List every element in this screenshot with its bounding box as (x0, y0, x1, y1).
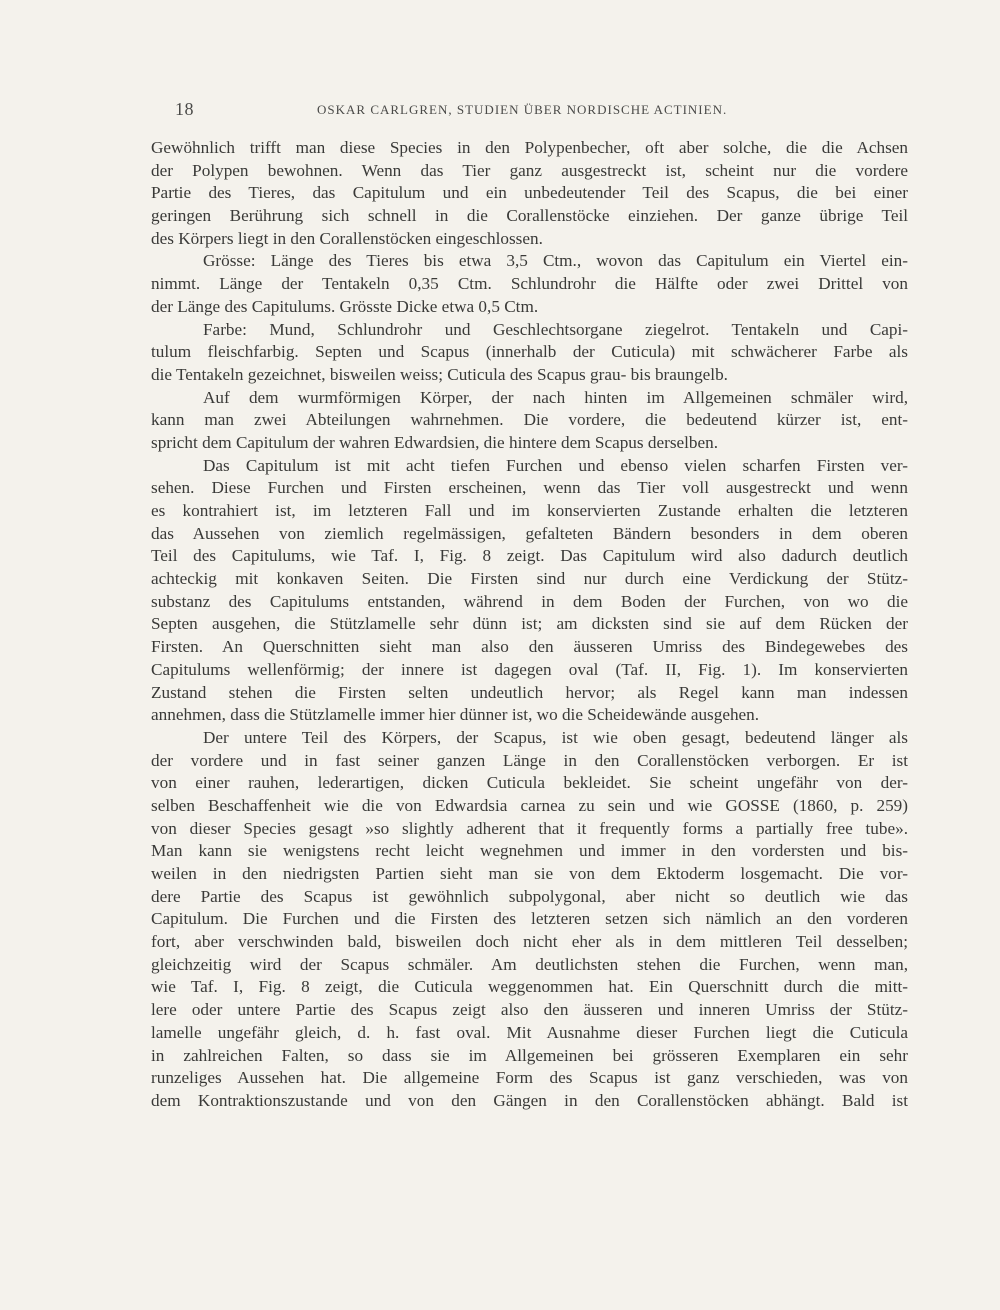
text-line: der Polypen bewohnen. Wenn das Tier ganz ausgestreckt ist, scheint nur die vordere (151, 160, 908, 180)
text-line: dere Partie des Scapus ist gewöhnlich subpolygonal, aber nicht so deutlich wie das (151, 886, 908, 906)
body-text (151, 137, 908, 1113)
running-title: OSKAR CARLGREN, STUDIEN ÜBER NORDISCHE ACTINIEN. (317, 102, 728, 117)
text-line: das Aussehen von ziemlich regelmässigen, gefalteten Bändern besonders in dem oberen (151, 523, 908, 543)
text-line: wie Taf. I, Fig. 8 zeigt, die Cuticula weggenommen hat. Ein Querschnitt durch die mitt- (151, 977, 908, 997)
text-line: Grösse: Länge des Tieres bis etwa 3,5 Ctm., wovon das Capitulum ein Viertel ein- (203, 251, 908, 271)
text-line: Capitulum. Die Furchen und die Firsten des letzteren setzen sich nämlich an den vorderen (151, 909, 908, 929)
text-line: Farbe: Mund, Schlundrohr und Geschlechtsorgane ziegelrot. Tentakeln und Capi- (203, 319, 908, 339)
text-line: Firsten. An Querschnitten sieht man also den äusseren Umriss des Bindegewebes des (151, 637, 908, 657)
page-number: 18 (175, 99, 194, 119)
text-line: annehmen, dass die Stützlamelle immer hier dünner ist, wo die Scheidewände ausgehen. (151, 705, 760, 725)
text-line: es kontrahiert ist, im letzteren Fall und im konservierten Zustande erhalten die letzteren (151, 501, 908, 520)
text-line: Auf dem wurmförmigen Körper, der nach hinten im Allgemeinen schmäler wird, (203, 387, 908, 407)
text-line: runzeliges Aussehen hat. Die allgemeine Form des Scapus ist ganz verschieden, was von (151, 1068, 908, 1088)
text-line: nimmt. Länge der Tentakeln 0,35 Ctm. Schlundrohr die Hälfte oder zwei Drittel von (151, 274, 908, 294)
text-line: Man kann sie wenigstens recht leicht wegnehmen und immer in den vordersten und bis- (151, 841, 908, 861)
text-line: selben Beschaffenheit wie die von Edwardsia carnea zu sein und wie GOSSE (1860, p. 259) (151, 795, 908, 815)
text-line: gleichzeitig wird der Scapus schmäler. Am deutlichsten stehen die Furchen, wenn man, (151, 954, 908, 974)
text-line: fort, aber verschwinden bald, bisweilen doch nicht eher als in dem mittleren Teil desselben; (151, 932, 908, 952)
text-line: weilen in den niedrigsten Partien sieht man sie von dem Ektoderm losgemacht. Die vor- (151, 864, 908, 883)
text-line: die Tentakeln gezeichnet, bisweilen weiss; Cuticula des Scapus grau- bis braungelb. (151, 364, 728, 384)
text-line: von dieser Species gesagt »so slightly adherent that it frequently forms a partially free tube». (151, 818, 908, 838)
text-line: Capitulums wellenförmig; der innere ist dagegen oval (Taf. II, Fig. 1). Im konservierten (151, 659, 908, 679)
text-line: sehen. Diese Furchen und Firsten erscheinen, wenn das Tier voll ausgestreckt und wenn (151, 478, 908, 498)
text-line: dem Kontraktionszustande und von den Gängen in den Corallenstöcken abhängt. Bald ist (151, 1090, 908, 1110)
text-line: geringen Berührung sich schnell in die Corallenstöcke einziehen. Der ganze übrige Teil (151, 206, 908, 226)
text-line: Das Capitulum ist mit acht tiefen Furchen und ebenso vielen scharfen Firsten ver- (203, 455, 908, 475)
text-line: Teil des Capitulums, wie Taf. I, Fig. 8 zeigt. Das Capitulum wird also dadurch deutlich (151, 546, 908, 566)
text-line: Zustand stehen die Firsten selten undeutlich hervor; als Regel kann man indessen (151, 682, 908, 702)
text-line: in zahlreichen Falten, so dass sie im Allgemeinen bei grösseren Exemplaren ein sehr (151, 1045, 908, 1065)
text-line: Septen ausgehen, die Stützlamelle sehr dünn ist; am dicksten sind sie auf dem Rücken der (151, 614, 908, 634)
text-line: lere oder untere Partie des Scapus zeigt also den äusseren und inneren Umriss der Stütz- (151, 1000, 908, 1020)
text-line: lamelle ungefähr gleich, d. h. fast oval. Mit Ausnahme dieser Furchen liegt die Cuticula (151, 1022, 908, 1042)
text-line: der vordere und in fast seiner ganzen Länge in den Corallenstöcken verborgen. Er ist (151, 750, 908, 770)
text-line: kann man zwei Abteilungen wahrnehmen. Die vordere, die bedeutend kürzer ist, ent- (151, 410, 908, 430)
text-line: Gewöhnlich trifft man diese Species in den Polypenbecher, oft aber solche, die die Achsen (151, 138, 908, 157)
text-line: von einer rauhen, lederartigen, dicken Cuticula bekleidet. Sie scheint ungefähr von der- (151, 773, 908, 793)
text-line: des Körpers liegt in den Corallenstöcken eingeschlossen. (151, 228, 543, 248)
text-line: Partie des Tieres, das Capitulum und ein unbedeutender Teil des Scapus, die bei einer (151, 183, 908, 203)
text-line: der Länge des Capitulums. Grösste Dicke etwa 0,5 Ctm. (151, 296, 539, 316)
text-line: Der untere Teil des Körpers, der Scapus, ist wie oben gesagt, bedeutend länger als (203, 727, 908, 747)
text-line: spricht dem Capitulum der wahren Edwardsien, die hintere dem Scapus derselben. (151, 432, 719, 452)
text-line: achteckig mit konkaven Seiten. Die Firsten sind nur durch eine Verdickung der Stütz- (151, 569, 908, 589)
text-line: substanz des Capitulums entstanden, während in dem Boden der Furchen, von wo die (151, 591, 908, 611)
text-line: tulum fleischfarbig. Septen und Scapus (innerhalb der Cuticula) mit schwächerer Farbe als (151, 342, 908, 362)
